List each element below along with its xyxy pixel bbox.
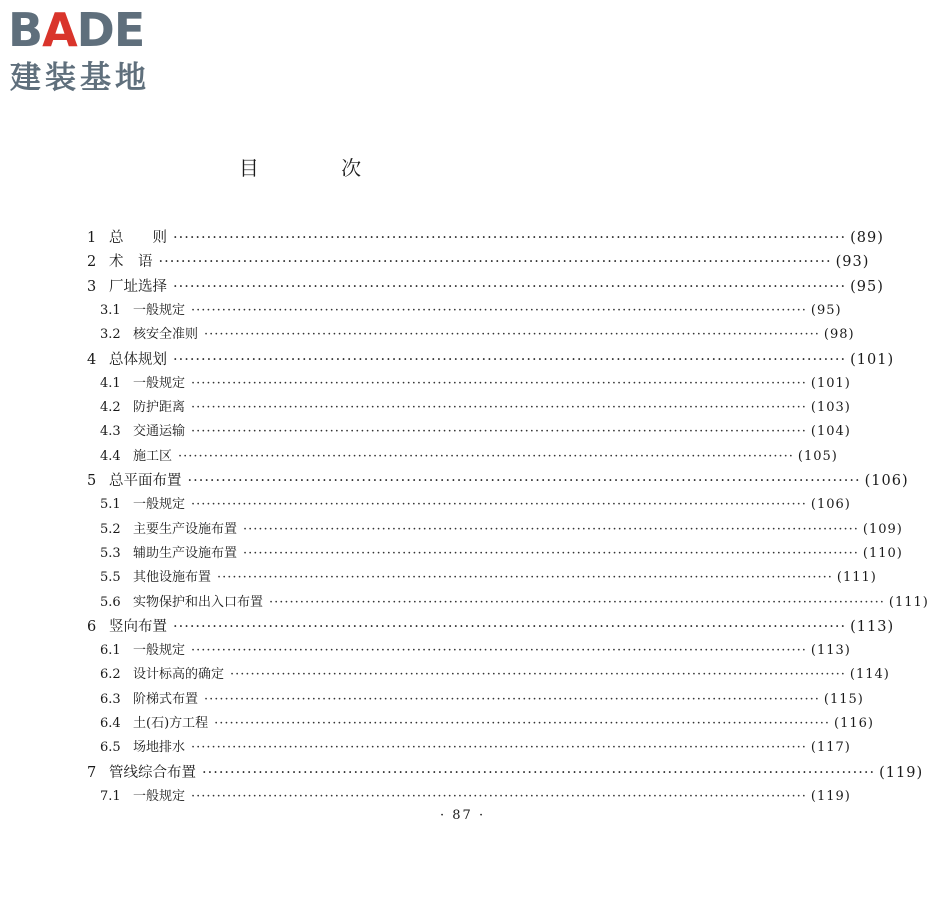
page-number: · 87 · [440, 808, 486, 823]
toc-entry-page: (115) [823, 691, 864, 707]
toc-entry-title: 土(石)方工程 [133, 716, 209, 731]
toc-leader-dots: ························································································································ [173, 351, 847, 368]
toc-leader-dots: ························································································································ [191, 302, 807, 318]
toc-entry [100, 663, 890, 687]
toc-entry [100, 639, 851, 663]
toc-leader-dots: ························································································································ [230, 667, 846, 683]
toc-entry-page: (93) [835, 254, 870, 271]
toc-entry-title: 厂址选择 [109, 278, 167, 295]
toc-entry-page: (111) [888, 594, 929, 610]
toc-entry [87, 615, 895, 639]
toc-entry-title: 总平面布置 [109, 473, 182, 489]
toc-entry-page: (105) [797, 448, 838, 464]
toc-entry-number: 5.6 [100, 594, 121, 610]
toc-leader-dots: ························································································································ [191, 740, 807, 756]
toc-entry [100, 445, 838, 469]
toc-entry-title: 术 语 [109, 254, 153, 271]
toc-entry [100, 785, 851, 809]
bade-logo [8, 4, 178, 100]
logo-subtitle: 建装基地 [10, 60, 150, 96]
toc-leader-dots: ························································································································ [191, 643, 807, 659]
toc-leader-dots: ························································································································ [191, 788, 807, 804]
toc-entry [87, 348, 895, 372]
toc-entry-number: 5 [87, 473, 97, 489]
toc-entry [100, 542, 903, 566]
toc-entry-page: (119) [879, 764, 924, 781]
toc-entry [87, 761, 924, 785]
toc-entry [87, 275, 884, 299]
toc-entry-number: 5.5 [100, 570, 121, 586]
toc-entry-number: 6 [87, 618, 97, 635]
toc-entry [87, 250, 870, 274]
toc-entry-number: 6.1 [100, 643, 121, 659]
toc-entry [87, 226, 884, 250]
toc-entry-page: (106) [810, 497, 851, 513]
toc-entry [100, 420, 851, 444]
toc-entry-page: (110) [862, 545, 903, 561]
toc-entry-title: 实物保护和出入口布置 [133, 594, 264, 610]
toc-entry-page: (103) [810, 400, 851, 416]
toc-entry-title: 竖向布置 [109, 618, 167, 635]
toc-entry-number: 1 [87, 230, 97, 246]
toc-leader-dots: ························································································································ [173, 230, 847, 246]
toc-entry [100, 518, 903, 542]
toc-leader-dots: ························································································································ [204, 691, 820, 707]
toc-entry-title: 一般规定 [133, 643, 186, 659]
toc-entry-title: 场地排水 [133, 740, 186, 756]
toc-entry-number: 4.4 [100, 448, 121, 464]
toc-leader-dots: ························································································································ [191, 497, 807, 513]
toc-entry-page: (117) [810, 740, 851, 756]
toc-entry-number: 7.1 [100, 788, 121, 804]
toc-entry [100, 493, 851, 517]
toc-entry-number: 3 [87, 278, 97, 295]
toc-entry-title: 设计标高的确定 [133, 667, 225, 683]
toc-entry-number: 4 [87, 351, 97, 368]
toc-entry-page: (95) [850, 278, 884, 295]
toc-entry-number: 4.1 [100, 375, 121, 391]
toc-entry-title: 防护距离 [133, 400, 186, 416]
toc-leader-dots: ························································································································ [191, 400, 807, 416]
toc-entry-number: 4.3 [100, 424, 121, 440]
toc-leader-dots: ························································································································ [243, 521, 859, 537]
toc-entry-page: (111) [836, 570, 877, 586]
toc-entry-number: 6.3 [100, 691, 121, 707]
toc-entry-page: (104) [810, 424, 851, 440]
toc-entry [100, 736, 851, 760]
toc-entry-page: (101) [810, 375, 851, 391]
toc-entry-page: (109) [862, 521, 903, 537]
toc-entry [100, 299, 842, 323]
toc-entry-page: (114) [849, 667, 890, 683]
logo-wordmark: BADE [8, 3, 145, 57]
toc-entry-title: 一般规定 [133, 497, 186, 513]
page-title: 目 次 [238, 156, 400, 180]
toc-entry [100, 688, 864, 712]
toc-leader-dots: ························································································································ [269, 594, 885, 610]
toc-entry-page: (113) [850, 618, 895, 635]
toc-leader-dots: ························································································································ [173, 618, 847, 635]
toc-entry-number: 6.2 [100, 667, 121, 683]
toc-entry-number: 5.3 [100, 545, 121, 561]
toc-entry-title: 辅助生产设施布置 [133, 545, 238, 561]
toc-entry-title: 总体规划 [109, 351, 167, 368]
toc-entry-title: 阶梯式布置 [133, 691, 199, 707]
toc-entry-number: 3.1 [100, 302, 121, 318]
toc-entry-page: (98) [823, 327, 855, 343]
toc-entry-title: 总 则 [109, 230, 167, 246]
toc-entry-page: (119) [810, 788, 851, 804]
toc-entry-title: 其他设施布置 [133, 570, 212, 586]
toc-leader-dots: ························································································································ [158, 254, 832, 271]
toc-entry-title: 一般规定 [133, 375, 186, 391]
toc-entry-number: 5.2 [100, 521, 121, 537]
toc-leader-dots: ························································································································ [191, 424, 807, 440]
toc-entry-title: 一般规定 [133, 788, 186, 804]
toc-entry-title: 一般规定 [133, 302, 186, 318]
toc-entry [100, 323, 855, 347]
toc-entry-page: (113) [810, 643, 851, 659]
toc-entry [87, 469, 909, 493]
toc-leader-dots: ························································································································ [214, 716, 831, 731]
toc-entry [100, 372, 851, 396]
toc-entry-title: 核安全准则 [133, 327, 199, 343]
toc-entry-number: 7 [87, 764, 97, 781]
toc-entry-page: (95) [810, 302, 842, 318]
toc-leader-dots: ························································································································ [178, 448, 794, 464]
toc-leader-dots: ························································································································ [187, 473, 861, 489]
toc-entry-title: 管线综合布置 [109, 764, 196, 781]
toc-leader-dots: ························································································································ [202, 764, 876, 781]
toc-entry-number: 4.2 [100, 400, 121, 416]
toc-entry-number: 2 [87, 254, 97, 271]
toc-leader-dots: ························································································································ [243, 545, 859, 561]
toc-entry-page: (89) [850, 230, 884, 246]
toc-entry [100, 591, 929, 615]
toc-entry-number: 5.1 [100, 497, 121, 513]
toc-entry [100, 566, 877, 590]
toc-leader-dots: ························································································································ [191, 375, 807, 391]
toc-entry-title: 施工区 [133, 448, 173, 464]
toc-entry-number: 6.4 [100, 716, 121, 731]
toc-entry-number: 6.5 [100, 740, 121, 756]
toc-entry [100, 396, 851, 420]
toc-entry-page: (116) [834, 716, 875, 731]
toc-entry [100, 712, 875, 736]
toc-leader-dots: ························································································································ [173, 278, 847, 295]
toc-entry-page: (106) [864, 473, 909, 489]
toc-entry-title: 交通运输 [133, 424, 186, 440]
toc-leader-dots: ························································································································ [204, 327, 820, 343]
toc-entry-page: (101) [850, 351, 895, 368]
toc-entry-title: 主要生产设施布置 [133, 521, 238, 537]
toc-leader-dots: ························································································································ [217, 570, 833, 586]
toc-entry-number: 3.2 [100, 327, 121, 343]
